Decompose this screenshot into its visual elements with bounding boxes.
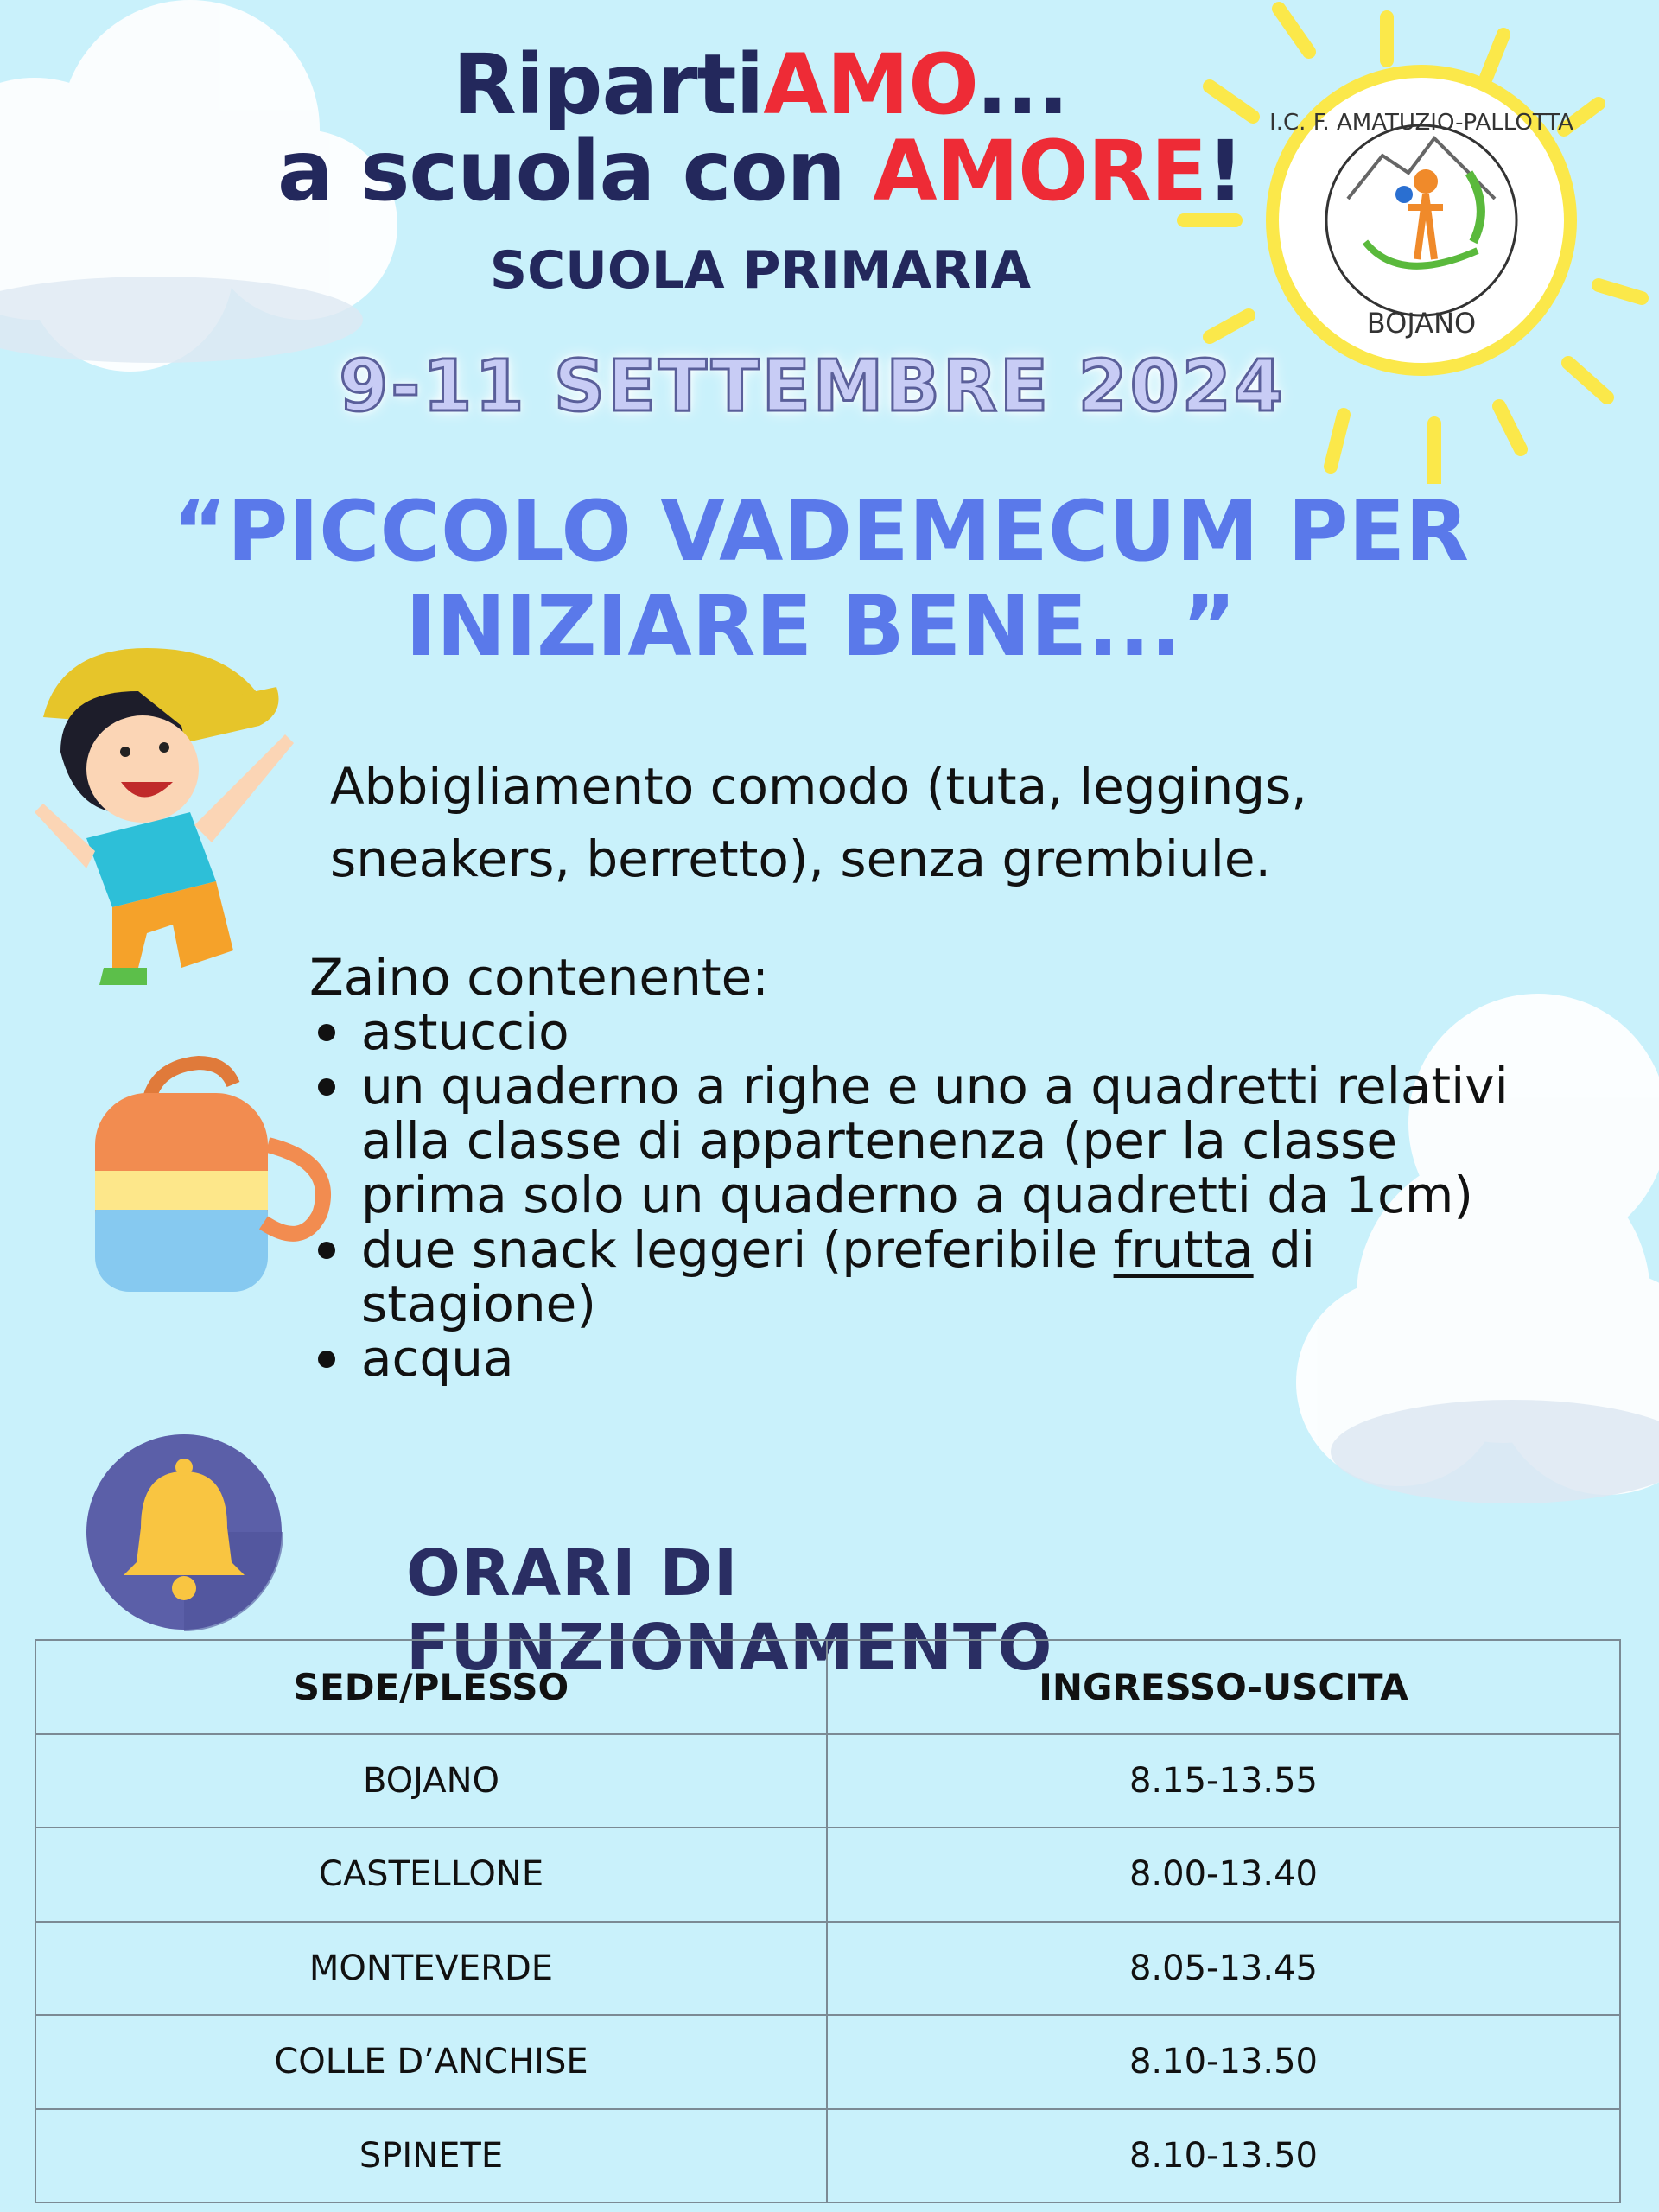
cell-orario: 8.10-13.50 [827, 2109, 1620, 2203]
title-text: a scuola con [277, 123, 874, 219]
cell-sede: SPINETE [35, 2109, 827, 2203]
title-ellipsis: ... [976, 36, 1069, 133]
cell-sede: CASTELLONE [35, 1827, 827, 1922]
backpack-icon [86, 1050, 337, 1300]
cell-orario: 8.10-13.50 [827, 2015, 1620, 2109]
date-banner: 9-11 SETTEMBRE 2024 [339, 346, 1286, 428]
table-row [35, 1734, 1620, 1828]
cell-sede: COLLE D’ANCHISE [35, 2015, 827, 2109]
cell-orario: 8.00-13.40 [827, 1827, 1620, 1922]
list-item: un quaderno a righe e uno a quadretti relativi alla classe di appartenenza (per la classe prima solo un quaderno a quadretti da 1cm) [309, 1059, 1545, 1223]
backpack-items [309, 1002, 1588, 1388]
clothing-line: Abbigliamento comodo (tuta, leggings, [330, 757, 1307, 816]
title-line-1 [0, 36, 1521, 133]
title-highlight: AMORE [873, 123, 1207, 219]
title-exclamation: ! [1206, 123, 1243, 219]
list-item: acqua [309, 1332, 1588, 1386]
cell-sede: BOJANO [35, 1734, 827, 1828]
logo-bottom-text: BOJANO [1366, 307, 1477, 340]
list-item: astuccio [309, 1005, 1588, 1059]
clothing-paragraph [330, 750, 1540, 895]
backpack-list [309, 950, 1588, 1386]
clothing-line: sneakers, berretto), senza grembiule. [330, 830, 1271, 888]
title-line-2 [0, 123, 1521, 219]
vademecum-line: “PICCOLO VADEMECUM PER [172, 483, 1470, 580]
bell-icon [85, 1433, 283, 1631]
logo-top-text: I.C. F. AMATUZIO-PALLOTTA [1269, 110, 1573, 136]
table-row [35, 1827, 1620, 1922]
backpack-intro: Zaino contenente: [309, 948, 769, 1007]
table-row [35, 1922, 1620, 2016]
title-highlight: AMO [763, 36, 976, 133]
cell-orario: 8.05-13.45 [827, 1922, 1620, 2016]
header-orario: INGRESSO-USCITA [827, 1640, 1620, 1734]
title-text: Riparti [452, 36, 764, 133]
subtitle: SCUOLA PRIMARIA [489, 240, 1032, 301]
vademecum-line: INIZIARE BENE...” [405, 578, 1236, 675]
cell-sede: MONTEVERDE [35, 1922, 827, 2016]
list-item-text: due snack leggeri (preferibile [361, 1220, 1114, 1279]
schedule-title: ORARI DI FUNZIONAMENTO [406, 1536, 1053, 1685]
schedule-table [35, 1639, 1621, 2203]
table-row [35, 2015, 1620, 2109]
boy-icon [26, 631, 302, 994]
table-row [35, 2109, 1620, 2203]
table-header-row [35, 1640, 1620, 1734]
list-item-underlined: frutta [1113, 1220, 1254, 1279]
cell-orario: 8.15-13.55 [827, 1734, 1620, 1828]
list-item-text: di stagione) [361, 1220, 1316, 1333]
list-item [309, 1220, 1502, 1333]
header-sede: SEDE/PLESSO [35, 1640, 827, 1734]
